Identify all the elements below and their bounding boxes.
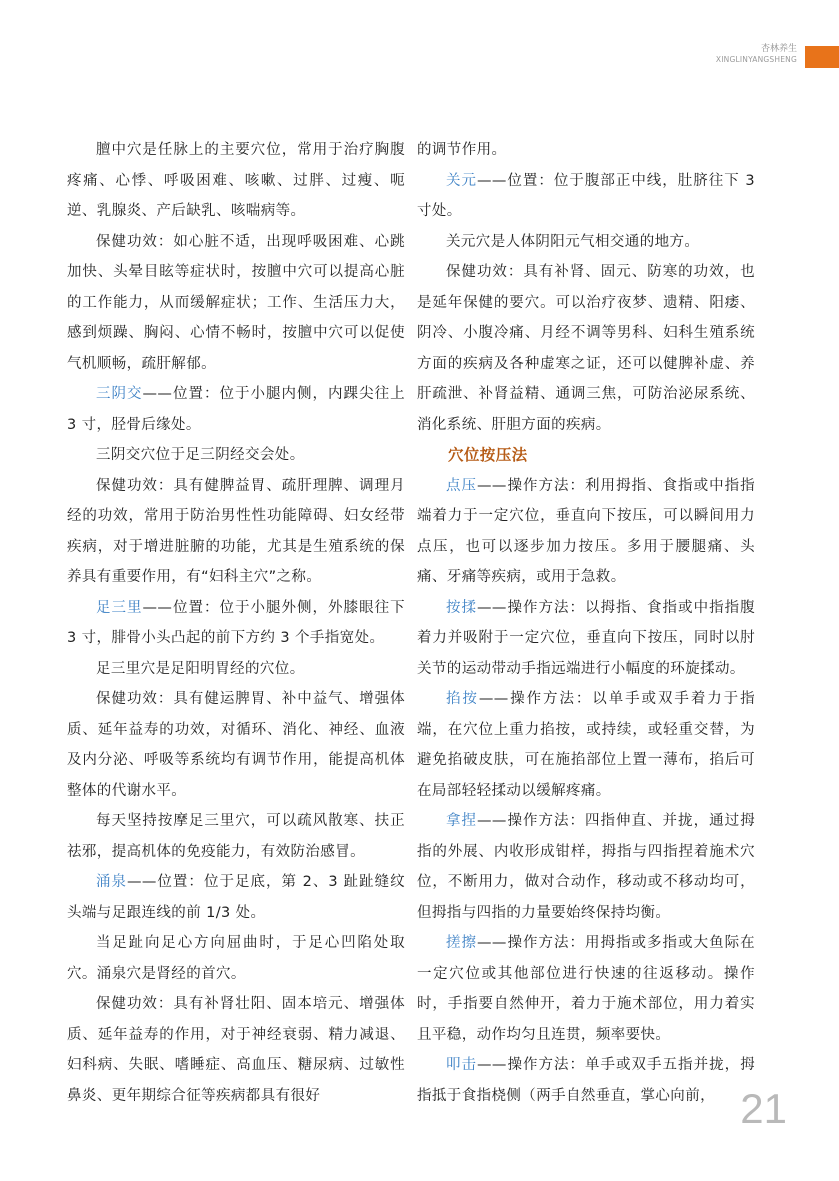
paragraph: 保健功效：具有健运脾胃、补中益气、增强体质、延年益寿的功效，对循环、消化、神经、血液及内分泌、呼吸等系统均有调节作用，能提高机体整体的代谢水平。 bbox=[67, 691, 405, 799]
technique-desc: ——操作方法：利用拇指、食指或中指指端着力于一定穴位，垂直向下按压，可以瞬间用力点压，也可以逐步加力按压。多用于腰腿痛、头痛、牙痛等疾病，或用于急救。 bbox=[417, 477, 755, 585]
right-column bbox=[417, 135, 755, 1111]
paragraph: 保健功效：具有补肾壮阳、固本培元、增强体质、延年益寿的作用，对于神经衰弱、精力减退、妇科病、失眠、嗜睡症、高血压、糖尿病、过敏性鼻炎、更年期综合征等疾病都具有很好 bbox=[67, 996, 405, 1104]
paragraph: 保健功效：具有补肾、固元、防寒的功效，也是延年保健的要穴。可以治疗夜梦、遗精、阳痿、阴冷、小腹冷痛、月经不调等男科、妇科生殖系统方面的疾病及各种虚寒之证，还可以健脾补虚、养肝疏泄、补肾益精、通调三焦，可防治泌尿系统、消化系统、肝胆方面的疾病。 bbox=[417, 264, 755, 433]
technique-term: 掐按 bbox=[446, 691, 479, 707]
paragraph-continued: 的调节作用。 bbox=[417, 142, 507, 158]
technique-term: 拿捏 bbox=[446, 813, 478, 829]
technique-desc: ——操作方法：四指伸直、并拢，通过拇指的外展、内收形成钳样，拇指与四指捏着施术穴位，不断用力，做对合动作，移动或不移动均可，但拇指与四指的力量要始终保持均衡。 bbox=[417, 813, 755, 921]
acupoint-entry-sanyinjiao bbox=[67, 379, 405, 440]
technique-desc: ——操作方法：以单手或双手着力于指端，在穴位上重力掐按，或持续，或轻重交替，为避免掐破皮肤，可在施掐部位上置一薄布，掐后可在局部轻轻揉动以缓解疼痛。 bbox=[417, 691, 755, 799]
paragraph: 三阴交穴位于足三阴经交会处。 bbox=[96, 447, 305, 463]
acupoint-term: 涌泉 bbox=[96, 874, 128, 890]
technique-term: 按揉 bbox=[446, 599, 478, 616]
section-heading: 穴位按压法 bbox=[448, 446, 528, 464]
technique-term: 叩击 bbox=[446, 1057, 478, 1073]
header-subtitle: XINGLINYANGSHENG bbox=[715, 55, 797, 64]
acupoint-entry-guanyuan bbox=[417, 166, 755, 227]
paragraph: 每天坚持按摩足三里穴，可以疏风散寒、扶正祛邪，提高机体的免疫能力，有效防治感冒。 bbox=[67, 813, 405, 860]
technique-entry-koji bbox=[417, 1050, 755, 1111]
acupoint-term: 足三里 bbox=[96, 599, 143, 616]
acupoint-desc: ——位置：位于小腿外侧，外膝眼往下 3 寸，腓骨小头凸起的前下方约 3 个手指宽处。 bbox=[67, 599, 405, 646]
technique-entry-naie bbox=[417, 806, 755, 928]
technique-term: 点压 bbox=[446, 477, 478, 494]
paragraph: 膻中穴是任脉上的主要穴位，常用于治疗胸腹疼痛、心悸、呼吸困难、咳嗽、过胖、过瘦、呃逆、乳腺炎、产后缺乳、咳喘病等。 bbox=[67, 142, 405, 219]
paragraph: 足三里穴是足阳明胃经的穴位。 bbox=[96, 660, 305, 677]
acupoint-desc: ——位置：位于腹部正中线，肚脐往下 3 寸处。 bbox=[417, 172, 755, 219]
acupoint-entry-zusanli bbox=[67, 593, 405, 654]
acupoint-term: 关元 bbox=[446, 172, 477, 189]
paragraph: 保健功效：如心脏不适，出现呼吸困难、心跳加快、头晕目眩等症状时，按膻中穴可以提高心脏的工作能力，从而缓解症状；工作、生活压力大，感到烦躁、胸闷、心情不畅时，按膻中穴可以促使气机顺畅，疏肝解郁。 bbox=[67, 233, 405, 372]
technique-entry-cuoca bbox=[417, 928, 755, 1050]
technique-entry-qiaan bbox=[417, 684, 755, 806]
acupoint-desc: ——位置：位于小腿内侧，内踝尖往上 3 寸，胫骨后缘处。 bbox=[67, 386, 405, 433]
page-number: 21 bbox=[740, 1085, 787, 1132]
paragraph: 保健功效：具有健脾益胃、疏肝理脾、调理月经的功效，常用于防治男性性功能障碍、妇女经带疾病，对于增进脏腑的功能，尤其是生殖系统的保养具有重要作用，有“妇科主穴”之称。 bbox=[67, 477, 405, 585]
technique-term: 搓擦 bbox=[446, 935, 478, 951]
technique-entry-dianya bbox=[417, 471, 755, 593]
technique-desc: ——操作方法：以拇指、食指或中指指腹着力并吸附于一定穴位，垂直向下按压，同时以肘关节的运动带动手指远端进行小幅度的环旋揉动。 bbox=[417, 599, 755, 677]
technique-desc: ——操作方法：用拇指或多指或大鱼际在一定穴位或其他部位进行快速的往返移动。操作时，手指要自然伸开，着力于施术部位，用力着实且平稳，动作均匀且连贯，频率要快。 bbox=[417, 935, 755, 1043]
header-title: 杏林养生 bbox=[760, 44, 797, 54]
paragraph: 关元穴是人体阴阳元气相交通的地方。 bbox=[446, 233, 700, 250]
acupoint-term: 三阴交 bbox=[96, 386, 143, 402]
left-column bbox=[67, 135, 405, 1111]
paragraph: 当足趾向足心方向屈曲时，于足心凹陷处取穴。涌泉穴是肾经的首穴。 bbox=[67, 935, 405, 982]
running-header bbox=[716, 44, 797, 65]
acupoint-entry-yongquan bbox=[67, 867, 405, 928]
technique-entry-anrou bbox=[417, 593, 755, 685]
technique-desc: ——操作方法：单手或双手五指并拢，拇指抵于食指桡侧（两手自然垂直，掌心向前， bbox=[417, 1057, 755, 1104]
acupoint-desc: ——位置：位于足底，第 2、3 趾趾缝纹头端与足跟连线的前 1/3 处。 bbox=[67, 874, 405, 921]
header-accent-bar bbox=[805, 46, 839, 68]
